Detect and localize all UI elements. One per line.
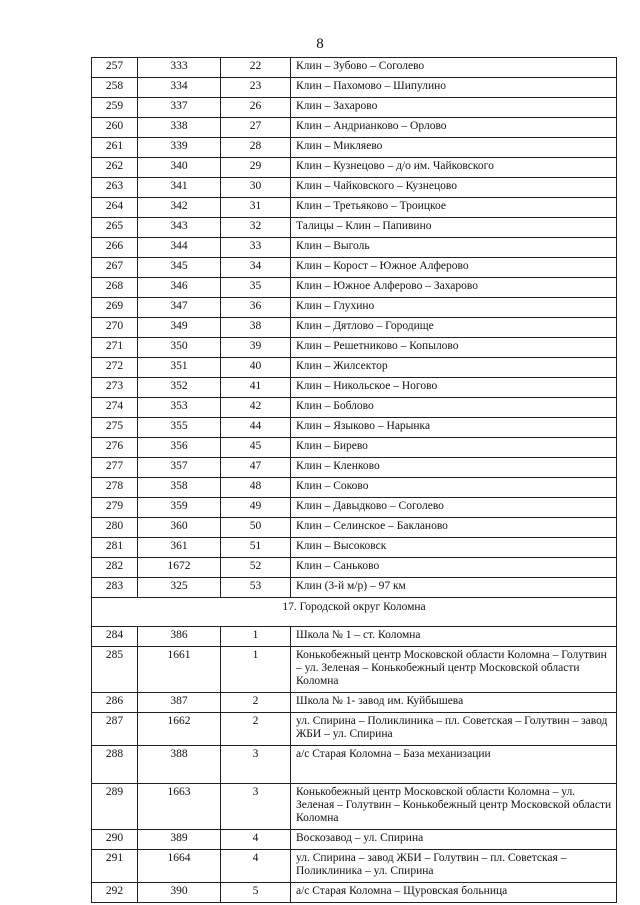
row-number: 291 — [92, 850, 138, 883]
table-row — [92, 98, 617, 118]
table-row — [92, 218, 617, 238]
route-name: Клин – Захарово — [291, 98, 617, 118]
row-number: 282 — [92, 558, 138, 578]
table-row — [92, 746, 617, 784]
route-code: 349 — [138, 318, 221, 338]
route-code: 356 — [138, 438, 221, 458]
route-name: а/с Старая Коломна – Щуровская больница — [291, 883, 617, 903]
route-name: Клин – Решетниково – Копылово — [291, 338, 617, 358]
route-code: 390 — [138, 883, 221, 903]
table-row — [92, 578, 617, 598]
route-name: Талицы – Клин – Папивино — [291, 218, 617, 238]
table-row — [92, 278, 617, 298]
row-number: 281 — [92, 538, 138, 558]
route-name: Клин – Корост – Южное Алферово — [291, 258, 617, 278]
route-code: 345 — [138, 258, 221, 278]
table-row — [92, 378, 617, 398]
row-number: 273 — [92, 378, 138, 398]
route-code: 346 — [138, 278, 221, 298]
table-row — [92, 850, 617, 883]
route-name: Конькобежный центр Московской области Коломна – Голутвин – ул. Зеленая – Конькобежный центр Московской области Коломна — [291, 647, 617, 693]
table-row — [92, 538, 617, 558]
row-number: 286 — [92, 693, 138, 713]
table-row — [92, 478, 617, 498]
route-number: 30 — [221, 178, 291, 198]
table-row — [92, 418, 617, 438]
row-number: 261 — [92, 138, 138, 158]
route-name: Клин – Дятлово – Городище — [291, 318, 617, 338]
route-code: 387 — [138, 693, 221, 713]
table-row — [92, 58, 617, 78]
route-code: 352 — [138, 378, 221, 398]
route-number: 2 — [221, 693, 291, 713]
route-number: 4 — [221, 850, 291, 883]
route-number: 36 — [221, 298, 291, 318]
route-name: Клин – Соково — [291, 478, 617, 498]
row-number: 265 — [92, 218, 138, 238]
route-code: 1662 — [138, 713, 221, 746]
route-name: Клин (3-й м/р) – 97 км — [291, 578, 617, 598]
table-row — [92, 138, 617, 158]
row-number: 277 — [92, 458, 138, 478]
row-number: 288 — [92, 746, 138, 784]
route-code: 353 — [138, 398, 221, 418]
table-row — [92, 298, 617, 318]
table-row — [92, 498, 617, 518]
route-number: 31 — [221, 198, 291, 218]
row-number: 290 — [92, 830, 138, 850]
route-code: 1663 — [138, 784, 221, 830]
row-number: 276 — [92, 438, 138, 458]
table-row — [92, 438, 617, 458]
route-name: Клин – Давыдково – Соголево — [291, 498, 617, 518]
row-number: 257 — [92, 58, 138, 78]
route-code: 333 — [138, 58, 221, 78]
table-row — [92, 158, 617, 178]
page-number: 8 — [316, 36, 324, 52]
route-name: Клин – Языково – Нарынка — [291, 418, 617, 438]
route-number: 29 — [221, 158, 291, 178]
row-number: 258 — [92, 78, 138, 98]
route-name: Клин – Саньково — [291, 558, 617, 578]
row-number: 260 — [92, 118, 138, 138]
route-name: Клин – Кузнецово – д/о им. Чайковского — [291, 158, 617, 178]
route-number: 22 — [221, 58, 291, 78]
table-row — [92, 118, 617, 138]
row-number: 289 — [92, 784, 138, 830]
route-name: Клин – Высоковск — [291, 538, 617, 558]
route-name: Клин – Микляево — [291, 138, 617, 158]
route-number: 35 — [221, 278, 291, 298]
table-row — [92, 693, 617, 713]
route-name: Клин – Зубово – Соголево — [291, 58, 617, 78]
route-code: 1661 — [138, 647, 221, 693]
row-number: 262 — [92, 158, 138, 178]
routes-table — [91, 57, 617, 903]
route-number: 47 — [221, 458, 291, 478]
route-code: 359 — [138, 498, 221, 518]
route-number: 33 — [221, 238, 291, 258]
route-number: 34 — [221, 258, 291, 278]
route-code: 337 — [138, 98, 221, 118]
route-code: 355 — [138, 418, 221, 438]
route-code: 360 — [138, 518, 221, 538]
route-number: 52 — [221, 558, 291, 578]
table-row — [92, 830, 617, 850]
row-number: 274 — [92, 398, 138, 418]
route-number: 4 — [221, 830, 291, 850]
route-name: Клин – Чайковского – Кузнецово — [291, 178, 617, 198]
table-row — [92, 358, 617, 378]
row-number: 270 — [92, 318, 138, 338]
route-code: 339 — [138, 138, 221, 158]
table-row — [92, 518, 617, 538]
route-number: 5 — [221, 883, 291, 903]
route-name: а/с Старая Коломна – База механизации — [291, 746, 617, 784]
row-number: 264 — [92, 198, 138, 218]
route-code: 347 — [138, 298, 221, 318]
table-row — [92, 458, 617, 478]
route-name: Клин – Андрианково – Орлово — [291, 118, 617, 138]
route-name: Клин – Третьяково – Троицкое — [291, 198, 617, 218]
route-number: 45 — [221, 438, 291, 458]
route-code: 341 — [138, 178, 221, 198]
row-number: 278 — [92, 478, 138, 498]
route-code: 358 — [138, 478, 221, 498]
route-name: Клин – Жилсектор — [291, 358, 617, 378]
row-number: 272 — [92, 358, 138, 378]
route-number: 39 — [221, 338, 291, 358]
table-row — [92, 238, 617, 258]
row-number: 275 — [92, 418, 138, 438]
route-name: Школа № 1 – ст. Коломна — [291, 627, 617, 647]
table-row — [92, 558, 617, 578]
row-number: 268 — [92, 278, 138, 298]
table-row — [92, 338, 617, 358]
table-row — [92, 713, 617, 746]
row-number: 287 — [92, 713, 138, 746]
route-code: 344 — [138, 238, 221, 258]
table-row — [92, 318, 617, 338]
section-row — [92, 598, 617, 627]
route-code: 343 — [138, 218, 221, 238]
table-row — [92, 198, 617, 218]
route-name: Клин – Глухино — [291, 298, 617, 318]
route-code: 338 — [138, 118, 221, 138]
table-row — [92, 883, 617, 903]
route-name: Школа № 1- завод им. Куйбышева — [291, 693, 617, 713]
row-number: 285 — [92, 647, 138, 693]
route-name: Клин – Кленково — [291, 458, 617, 478]
route-code: 325 — [138, 578, 221, 598]
routes-table-body — [92, 58, 617, 903]
route-code: 1672 — [138, 558, 221, 578]
route-code: 342 — [138, 198, 221, 218]
row-number: 259 — [92, 98, 138, 118]
route-number: 44 — [221, 418, 291, 438]
route-name: Конькобежный центр Московской области Коломна – ул. Зеленая – Голутвин – Конькобежный центр Московской области Коломна — [291, 784, 617, 830]
route-name: Клин – Южное Алферово – Захарово — [291, 278, 617, 298]
route-code: 340 — [138, 158, 221, 178]
route-number: 27 — [221, 118, 291, 138]
route-number: 3 — [221, 784, 291, 830]
row-number: 269 — [92, 298, 138, 318]
row-number: 263 — [92, 178, 138, 198]
route-number: 1 — [221, 647, 291, 693]
route-number: 40 — [221, 358, 291, 378]
route-name: Клин – Бирево — [291, 438, 617, 458]
route-code: 357 — [138, 458, 221, 478]
row-number: 284 — [92, 627, 138, 647]
route-code: 388 — [138, 746, 221, 784]
route-number: 41 — [221, 378, 291, 398]
table-row — [92, 647, 617, 693]
row-number: 292 — [92, 883, 138, 903]
route-number: 2 — [221, 713, 291, 746]
route-name: Клин – Выголь — [291, 238, 617, 258]
row-number: 271 — [92, 338, 138, 358]
table-row — [92, 398, 617, 418]
route-name: ул. Спирина – завод ЖБИ – Голутвин – пл. Советская – Поликлиника – ул. Спирина — [291, 850, 617, 883]
row-number: 267 — [92, 258, 138, 278]
route-name: ул. Спирина – Поликлиника – пл. Советская – Голутвин – завод ЖБИ – ул. Спирина — [291, 713, 617, 746]
route-name: Клин – Боблово — [291, 398, 617, 418]
route-number: 42 — [221, 398, 291, 418]
route-number: 51 — [221, 538, 291, 558]
row-number: 279 — [92, 498, 138, 518]
route-code: 351 — [138, 358, 221, 378]
route-number: 26 — [221, 98, 291, 118]
route-code: 334 — [138, 78, 221, 98]
table-row — [92, 178, 617, 198]
table-row — [92, 627, 617, 647]
table-row — [92, 784, 617, 830]
route-number: 28 — [221, 138, 291, 158]
row-number: 283 — [92, 578, 138, 598]
route-name: Клин – Селинское – Бакланово — [291, 518, 617, 538]
route-code: 389 — [138, 830, 221, 850]
route-number: 48 — [221, 478, 291, 498]
route-number: 53 — [221, 578, 291, 598]
row-number: 280 — [92, 518, 138, 538]
route-number: 23 — [221, 78, 291, 98]
route-number: 1 — [221, 627, 291, 647]
route-code: 361 — [138, 538, 221, 558]
route-code: 386 — [138, 627, 221, 647]
section-title: 17. Городской округ Коломна — [92, 598, 617, 627]
route-number: 3 — [221, 746, 291, 784]
route-name: Воскозавод – ул. Спирина — [291, 830, 617, 850]
route-number: 38 — [221, 318, 291, 338]
table-row — [92, 78, 617, 98]
table-row — [92, 258, 617, 278]
row-number: 266 — [92, 238, 138, 258]
route-number: 50 — [221, 518, 291, 538]
route-code: 1664 — [138, 850, 221, 883]
route-name: Клин – Пахомово – Шипулино — [291, 78, 617, 98]
route-name: Клин – Никольское – Ногово — [291, 378, 617, 398]
route-code: 350 — [138, 338, 221, 358]
route-number: 49 — [221, 498, 291, 518]
route-number: 32 — [221, 218, 291, 238]
